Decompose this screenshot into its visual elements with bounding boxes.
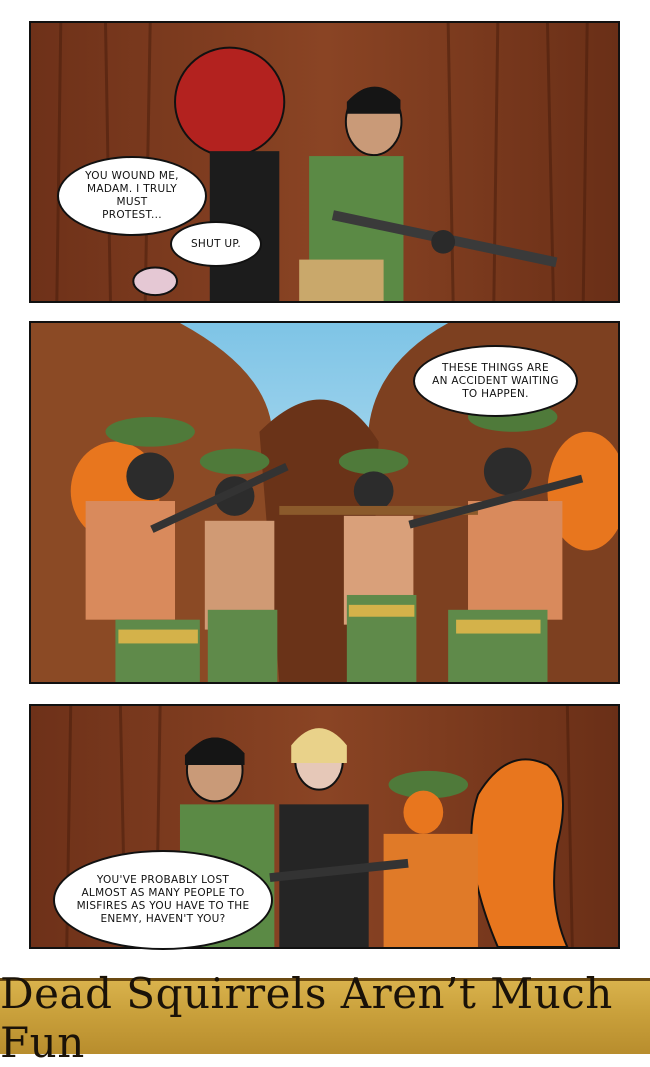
red-head — [175, 48, 284, 156]
balloon-line: YOU WOUND ME, — [85, 170, 179, 182]
balloon-line: THESE THINGS ARE — [442, 361, 549, 374]
speech-balloon-shut-up — [170, 221, 262, 267]
balloon-line: ALMOST AS MANY PEOPLE TO — [81, 887, 245, 899]
balloon-line: SHUT UP. — [190, 237, 242, 250]
speech-balloon-accident — [413, 345, 578, 417]
balloon-line: TO HAPPEN. — [462, 387, 529, 400]
balloon-line: PROTEST... — [102, 209, 162, 221]
comic-title: Dead Squirrels Aren’t Much Fun — [0, 968, 613, 1067]
balloon-line: YOU'VE PROBABLY LOST — [96, 874, 230, 886]
balloon-line: ENEMY, HAVEN'T YOU? — [100, 913, 226, 925]
speech-balloon-redhead — [57, 156, 207, 236]
balloon-line: AN ACCIDENT WAITING — [432, 374, 559, 387]
balloon-line: MISFIRES AS YOU HAVE TO THE — [76, 900, 250, 912]
speech-balloon-misfires — [53, 850, 273, 950]
balloon-line: MADAM. I TRULY MUST — [87, 183, 177, 208]
comic-title-bar — [0, 968, 650, 1067]
